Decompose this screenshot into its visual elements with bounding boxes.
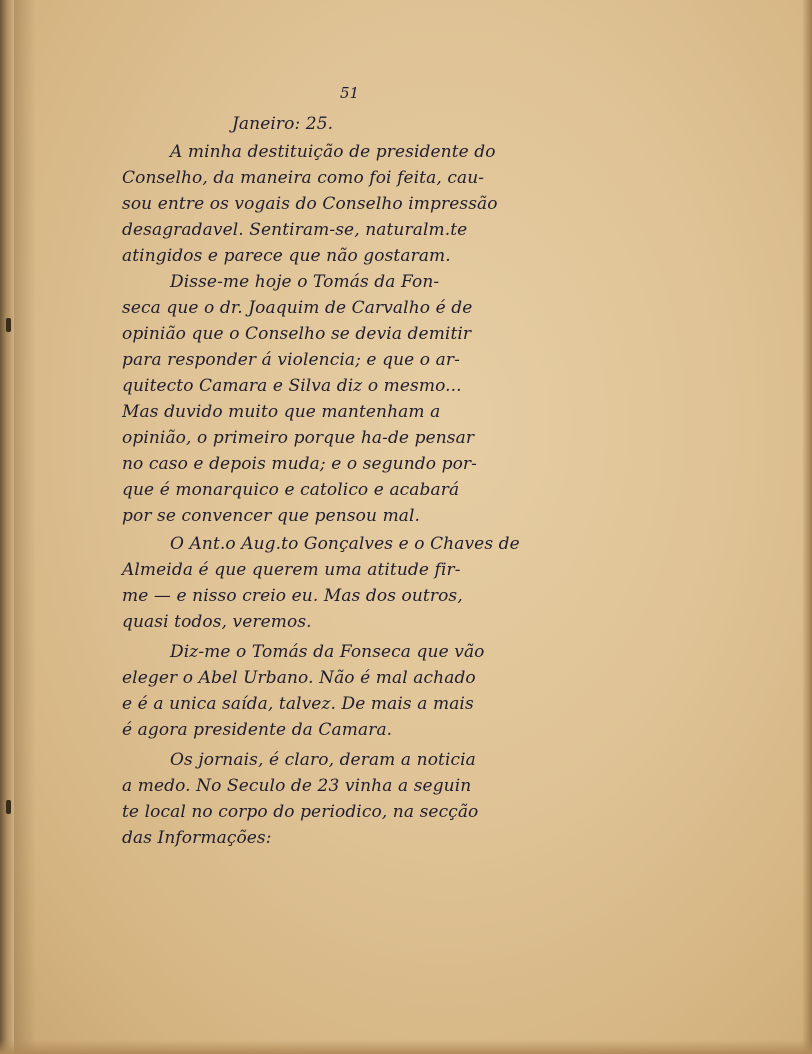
text-line: das Informações:	[122, 828, 272, 848]
binding-hole	[6, 800, 11, 814]
text-line: me — e nisso creio eu. Mas dos outros,	[122, 586, 463, 606]
text-line: é agora presidente da Camara.	[122, 720, 393, 740]
text-line: Mas duvido muito que mantenham a	[122, 402, 441, 422]
text-line: seca que o dr. Joaquim de Carvalho é de	[122, 298, 473, 318]
page-number: 51	[340, 84, 360, 102]
binding-gutter	[0, 0, 14, 1054]
text-line: Diz-me o Tomás da Fonseca que vão	[170, 642, 485, 662]
text-line: para responder á violencia; e que o ar-	[122, 350, 460, 370]
text-line: sou entre os vogais do Conselho impressão	[122, 194, 498, 214]
text-line: que é monarquico e catolico e acabará	[122, 480, 460, 500]
text-line: O Ant.o Aug.to Gonçalves e o Chaves de	[170, 534, 520, 554]
binding-hole	[6, 318, 11, 332]
text-line: e é a unica saída, talvez. De mais a mais	[122, 694, 474, 714]
text-line: opinião, o primeiro porque ha-de pensar	[122, 428, 475, 448]
text-line: a medo. No Seculo de 23 vinha a seguin	[122, 776, 472, 796]
page-edge-right	[802, 0, 812, 1054]
binding-shadow	[14, 0, 36, 1054]
page-edge-bottom	[0, 1040, 812, 1054]
text-line: Os jornais, é claro, deram a noticia	[170, 750, 476, 770]
text-line: atingidos e parece que não gostaram.	[122, 246, 451, 266]
text-line: desagradavel. Sentiram-se, naturalm.te	[122, 220, 468, 240]
text-line: A minha destituição de presidente do	[170, 142, 496, 162]
text-line: quasi todos, veremos.	[122, 612, 312, 632]
text-line: quitecto Camara e Silva diz o mesmo...	[122, 376, 462, 396]
text-line: no caso e depois muda; e o segundo por-	[122, 454, 477, 474]
text-line: te local no corpo do periodico, na secção	[122, 802, 479, 822]
text-line: por se convencer que pensou mal.	[122, 506, 421, 526]
text-line: opinião que o Conselho se devia demitir	[122, 324, 472, 344]
text-line: Disse-me hoje o Tomás da Fon-	[170, 272, 440, 292]
entry-date: Janeiro: 25.	[232, 114, 334, 134]
text-line: Conselho, da maneira como foi feita, cau-	[122, 168, 485, 188]
text-line: Almeida é que querem uma atitude fir-	[122, 560, 461, 580]
text-line: eleger o Abel Urbano. Não é mal achado	[122, 668, 476, 688]
